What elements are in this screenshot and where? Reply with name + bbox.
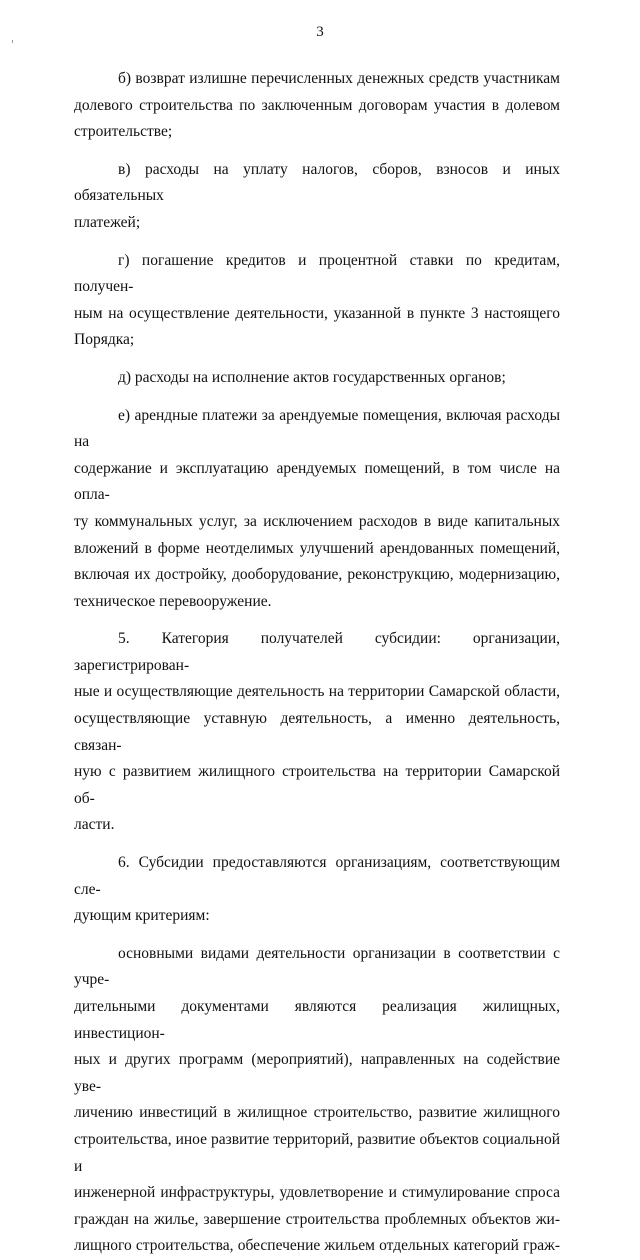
text-line: б) возврат излишне перечисленных денежных средств участникам <box>118 70 560 87</box>
text-line: вложений в форме неотделимых улучшений арендованных помещений, <box>74 539 560 557</box>
text-line: 5. Категория получателей субсидии: организации, зарегистрирован- <box>74 630 560 674</box>
paragraph <box>74 403 560 616</box>
paragraph <box>74 850 560 930</box>
text-line: д) расходы на исполнение актов государственных органов; <box>118 368 506 386</box>
text-line: граждан на жилье, завершение строительства проблемных объектов жи- <box>74 1210 560 1228</box>
text-line: личению инвестиций в жилищное строительство, развитие жилищного <box>74 1104 560 1122</box>
text-line: строительства, иное развитие территорий, развитие объектов социальной и <box>74 1130 560 1175</box>
paragraph <box>74 941 560 1260</box>
text-line: ных и других программ (мероприятий), направленных на содействие уве- <box>74 1051 560 1095</box>
paragraph <box>74 365 560 392</box>
paragraph <box>74 157 560 237</box>
text-line: строительстве; <box>74 123 173 141</box>
text-line: основными видами деятельности организации в соответствии с учре- <box>74 944 560 989</box>
text-line: включая их достройку, дооборудование, реконструкцию, модернизацию, <box>74 566 560 584</box>
text-line: осуществляющие уставную деятельность, а именно деятельность, связан- <box>74 710 560 754</box>
text-line: е) арендные платежи за арендуемые помещения, включая расходы на <box>74 406 560 451</box>
text-line: ные и осуществляющие деятельность на территории Самарской области, <box>74 683 560 701</box>
text-line: Порядка; <box>74 331 135 349</box>
page-number: 3 <box>316 24 324 40</box>
text-line: г) погашение кредитов и процентной ставки по кредитам, получен- <box>74 251 560 296</box>
paragraph <box>74 66 560 146</box>
text-line: ту коммунальных услуг, за исключением расходов в виде капитальных <box>74 512 560 530</box>
paragraph <box>74 248 560 354</box>
text-line: содержание и эксплуатацию арендуемых помещений, в том числе на опла- <box>74 459 560 504</box>
text-line: ласти. <box>74 816 115 834</box>
text-line: техническое перевооружение. <box>74 592 272 610</box>
text-line: ным на осуществление деятельности, указанной в пункте 3 настоящего <box>74 304 560 322</box>
paragraph <box>74 626 560 839</box>
text-line: 6. Субсидии предоставляются организациям, соответствующим сле- <box>74 854 560 898</box>
text-line: инженерной инфраструктуры, удовлетворение и стимулирование спроса <box>74 1184 560 1202</box>
text-line: долевого строительства по заключенным договорам участия в долевом <box>74 96 560 114</box>
text-line: дующим критериям: <box>74 907 210 925</box>
text-line: ную с развитием жилищного строительства на территории Самарской об- <box>74 763 560 807</box>
text-line: дительными документами являются реализация жилищных, инвестицион- <box>74 998 560 1042</box>
text-line: в) расходы на уплату налогов, сборов, взносов и иных обязательных <box>74 160 560 205</box>
document-body <box>74 66 560 1260</box>
text-line: лищного строительства, обеспечение жильем отдельных категорий граж- <box>74 1237 560 1255</box>
text-line: платежей; <box>74 213 141 231</box>
